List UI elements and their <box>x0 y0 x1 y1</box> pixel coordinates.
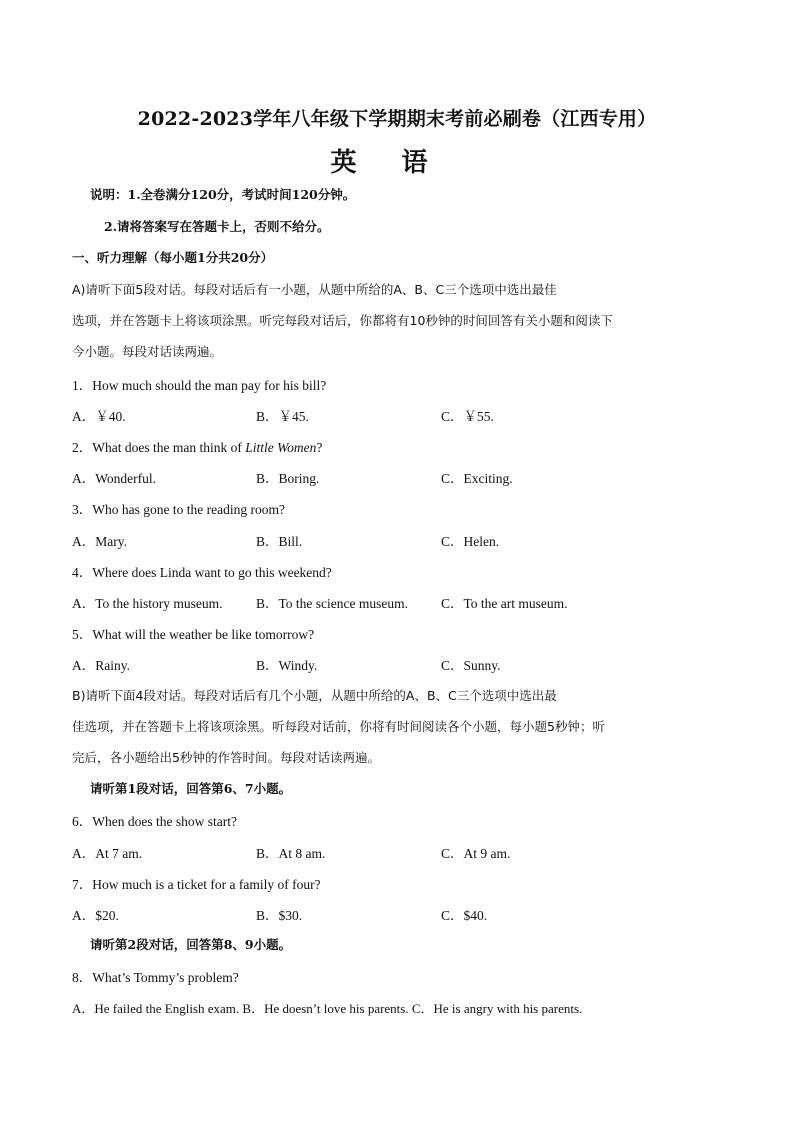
dialog-2-heading: 请听第2段对话，回答第8、9小题。 <box>90 937 292 952</box>
question-6-option-c: C．At 9 am. <box>441 846 511 861</box>
part-a-instruction-2: 选项，并在答题卡上将该项涂黑。听完每段对话后，你都将有10秒钟的时间回答有关小题和阅读下 <box>72 313 613 328</box>
question-7-stem: 7．How much is a ticket for a family of four? <box>72 877 321 892</box>
exam-title: 2022-2023学年八年级下学期期末考前必刷卷（江西专用） <box>137 108 657 130</box>
question-3-option-a: A．Mary. <box>72 534 127 549</box>
question-4-option-b: B．To the science museum. <box>256 596 409 611</box>
question-5-option-b: B．Windy. <box>256 658 318 673</box>
question-8-options: A．He failed the English exam. B．He doesn’t love his parents. C．He is angry with his parents. <box>72 1001 583 1016</box>
question-4-option-c: C．To the art museum. <box>441 596 568 611</box>
question-5-option-a: A．Rainy. <box>72 658 130 673</box>
question-2-option-c: C．Exciting. <box>441 471 513 486</box>
question-7-option-b: B．$30. <box>256 908 303 923</box>
part-b-instruction-1: B)请听下面4段对话。每段对话后有几个小题，从题中所给的A、B、C三个选项中选出最 <box>72 688 557 703</box>
question-5-stem: 5．What will the weather be like tomorrow? <box>72 627 315 642</box>
section-heading: 一、听力理解（每小题1分共20分） <box>72 250 274 265</box>
question-3-option-c: C．Helen. <box>441 534 500 549</box>
question-6-option-a: A．At 7 am. <box>72 846 143 861</box>
book-title: Little Women <box>245 440 317 455</box>
question-2-option-a: A．Wonderful. <box>72 471 157 486</box>
question-5-option-c: C．Sunny. <box>441 658 501 673</box>
question-4-stem: 4．Where does Linda want to go this weekend? <box>72 565 332 580</box>
question-2-stem <box>72 436 322 456</box>
question-3-option-b: B．Bill. <box>256 534 303 549</box>
question-7-option-c: C．$40. <box>441 908 488 923</box>
question-3-stem: 3．Who has gone to the reading room? <box>72 502 285 517</box>
question-4-option-a: A．To the history museum. <box>72 596 223 611</box>
part-b-instruction-3: 完后，各小题给出5秒钟的作答时间。每段对话读两遍。 <box>72 750 380 765</box>
question-1-option-a: A．￥40. <box>72 409 126 424</box>
question-2-option-b: B．Boring. <box>256 471 320 486</box>
question-2-stem-text: 2．What does the man think of <box>72 440 246 455</box>
question-1-option-c: C．￥55. <box>441 409 494 424</box>
note-line-1: 说明：1.全卷满分120分，考试时间120分钟。 <box>90 187 356 202</box>
part-a-instruction-1: A)请听下面5段对话。每段对话后有一小题，从题中所给的A、B、C三个选项中选出最佳 <box>72 282 557 297</box>
part-a-instruction-3: 今小题。每段对话读两遍。 <box>72 344 223 359</box>
question-2-stem-end: ? <box>316 440 323 455</box>
question-1-option-b: B．￥45. <box>256 409 309 424</box>
question-7-option-a: A．$20. <box>72 908 119 923</box>
question-6-option-b: B．At 8 am. <box>256 846 326 861</box>
question-6-stem: 6．When does the show start? <box>72 814 237 829</box>
note-line-2: 2.请将答案写在答题卡上，否则不给分。 <box>104 219 330 234</box>
part-b-instruction-2: 佳选项，并在答题卡上将该项涂黑。听每段对话前，你将有时间阅读各个小题，每小题5秒钟；听 <box>72 719 605 734</box>
question-8-stem: 8．What’s Tommy’s problem? <box>72 970 239 985</box>
question-1-stem: 1．How much should the man pay for his bill? <box>72 378 327 393</box>
subject-title: 英 语 <box>330 148 446 178</box>
dialog-1-heading: 请听第1段对话，回答第6、7小题。 <box>90 781 292 796</box>
